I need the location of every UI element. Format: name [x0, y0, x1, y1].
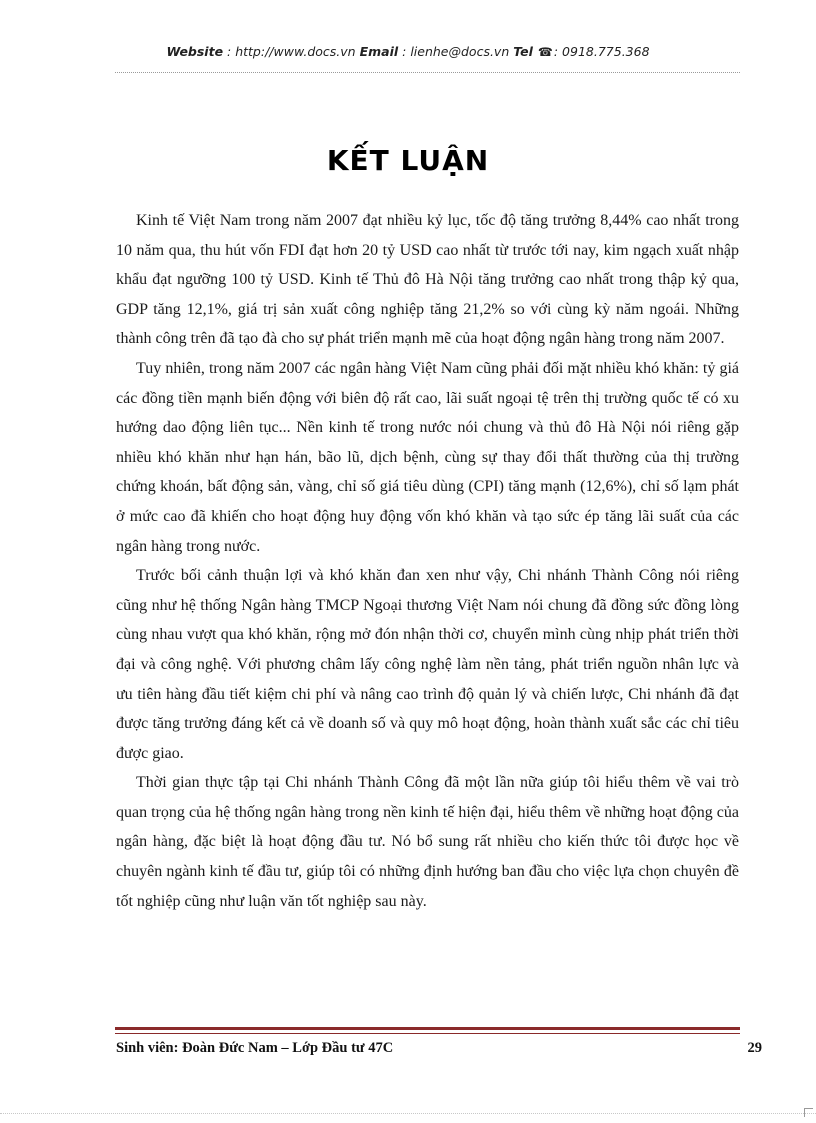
- telephone-icon: ☎: [537, 45, 553, 59]
- footer-divider-thin: [115, 1033, 740, 1034]
- document-body: [116, 206, 739, 916]
- footer-student: Sinh viên: Đoàn Đức Nam – Lớp Đầu tư 47C: [116, 1040, 394, 1056]
- email-label: Email: [359, 44, 399, 59]
- header-divider: [115, 72, 740, 73]
- email-value: : lienhe@docs.vn: [398, 44, 514, 59]
- paragraph-4: Thời gian thực tập tại Chi nhánh Thành Công đã một lần nữa giúp tôi hiểu thêm về vai trò quan trọng của hệ thống ngân hàng trong nền kinh tế hiện đại, hiểu thêm về những hoạt động của ngân hàng, đặc biệt là hoạt động đầu tư. Nó bổ sung rất nhiều cho kiến thức tôi được học về chuyên ngành kinh tế đầu tư, giúp tôi có những định hướng ban đầu cho việc lựa chọn chuyên đề tốt nghiệp cũng như luận văn tốt nghiệp sau này.: [116, 774, 739, 910]
- tel-label: Tel: [513, 44, 533, 59]
- page-number: 29: [747, 1040, 762, 1056]
- page-title: KẾT LUẬN: [326, 144, 490, 177]
- page-header: [0, 44, 816, 59]
- paragraph-1: Kinh tế Việt Nam trong năm 2007 đạt nhiều kỷ lục, tốc độ tăng trưởng 8,44% cao nhất trong 10 năm qua, thu hút vốn FDI đạt hơn 20 tỷ USD cao nhất từ trước tới nay, kim ngạch xuất nhập khẩu đạt ngưỡng 100 tỷ USD. Kinh tế Thủ đô Hà Nội tăng trưởng cao nhất trong thập kỷ qua, GDP tăng 12,1%, giá trị sản xuất công nghiệp tăng 21,2% so với cùng kỳ năm ngoái. Những thành công trên đã tạo đà cho sự phát triển mạnh mẽ của hoạt động ngân hàng trong năm 2007.: [116, 212, 739, 348]
- footer-divider-thick: [115, 1027, 740, 1030]
- page-corner-mark: [804, 1108, 813, 1117]
- tel-value: : 0918.775.368: [553, 44, 650, 59]
- paragraph-2: Tuy nhiên, trong năm 2007 các ngân hàng Việt Nam cũng phải đối mặt nhiều khó khăn: tỷ giá các đồng tiền mạnh biến động với biên độ rất cao, lãi suất ngoại tệ trên thị trường quốc tế có xu hướng dao động liên tục... Nền kinh tế trong nước nói chung và thủ đô Hà Nội nói riêng gặp nhiều khó khăn như hạn hán, bão lũ, dịch bệnh, cùng sự thay đổi thất thường của thị trường chứng khoán, bất động sản, vàng, chỉ số giá tiêu dùng (CPI) tăng mạnh (12,6%), chỉ số lạm phát ở mức cao đã khiến cho hoạt động huy động vốn khó khăn và tạo sức ép tăng lãi suất của các ngân hàng trong nước.: [116, 359, 739, 555]
- website-label: Website: [166, 44, 224, 59]
- website-value: : http://www.docs.vn: [223, 44, 360, 59]
- paragraph-3: Trước bối cảnh thuận lợi và khó khăn đan xen như vậy, Chi nhánh Thành Công nói riêng cũng như hệ thống Ngân hàng TMCP Ngoại thương Việt Nam nói chung đã đồng sức đồng lòng cùng nhau vượt qua khó khăn, rộng mở đón nhận thời cơ, chuyển mình cùng nhịp phát triển thời đại và công nghệ. Với phương châm lấy công nghệ làm nền tảng, phát triển nguồn nhân lực và ưu tiên hàng đầu tiết kiệm chi phí và nâng cao trình độ quản lý và chiến lược, Chi nhánh đã đạt được tăng trưởng đáng kết cả về doanh số và quy mô hoạt động, hoàn thành xuất sắc các chỉ tiêu được giao.: [116, 567, 739, 762]
- page-edge: [0, 1113, 816, 1114]
